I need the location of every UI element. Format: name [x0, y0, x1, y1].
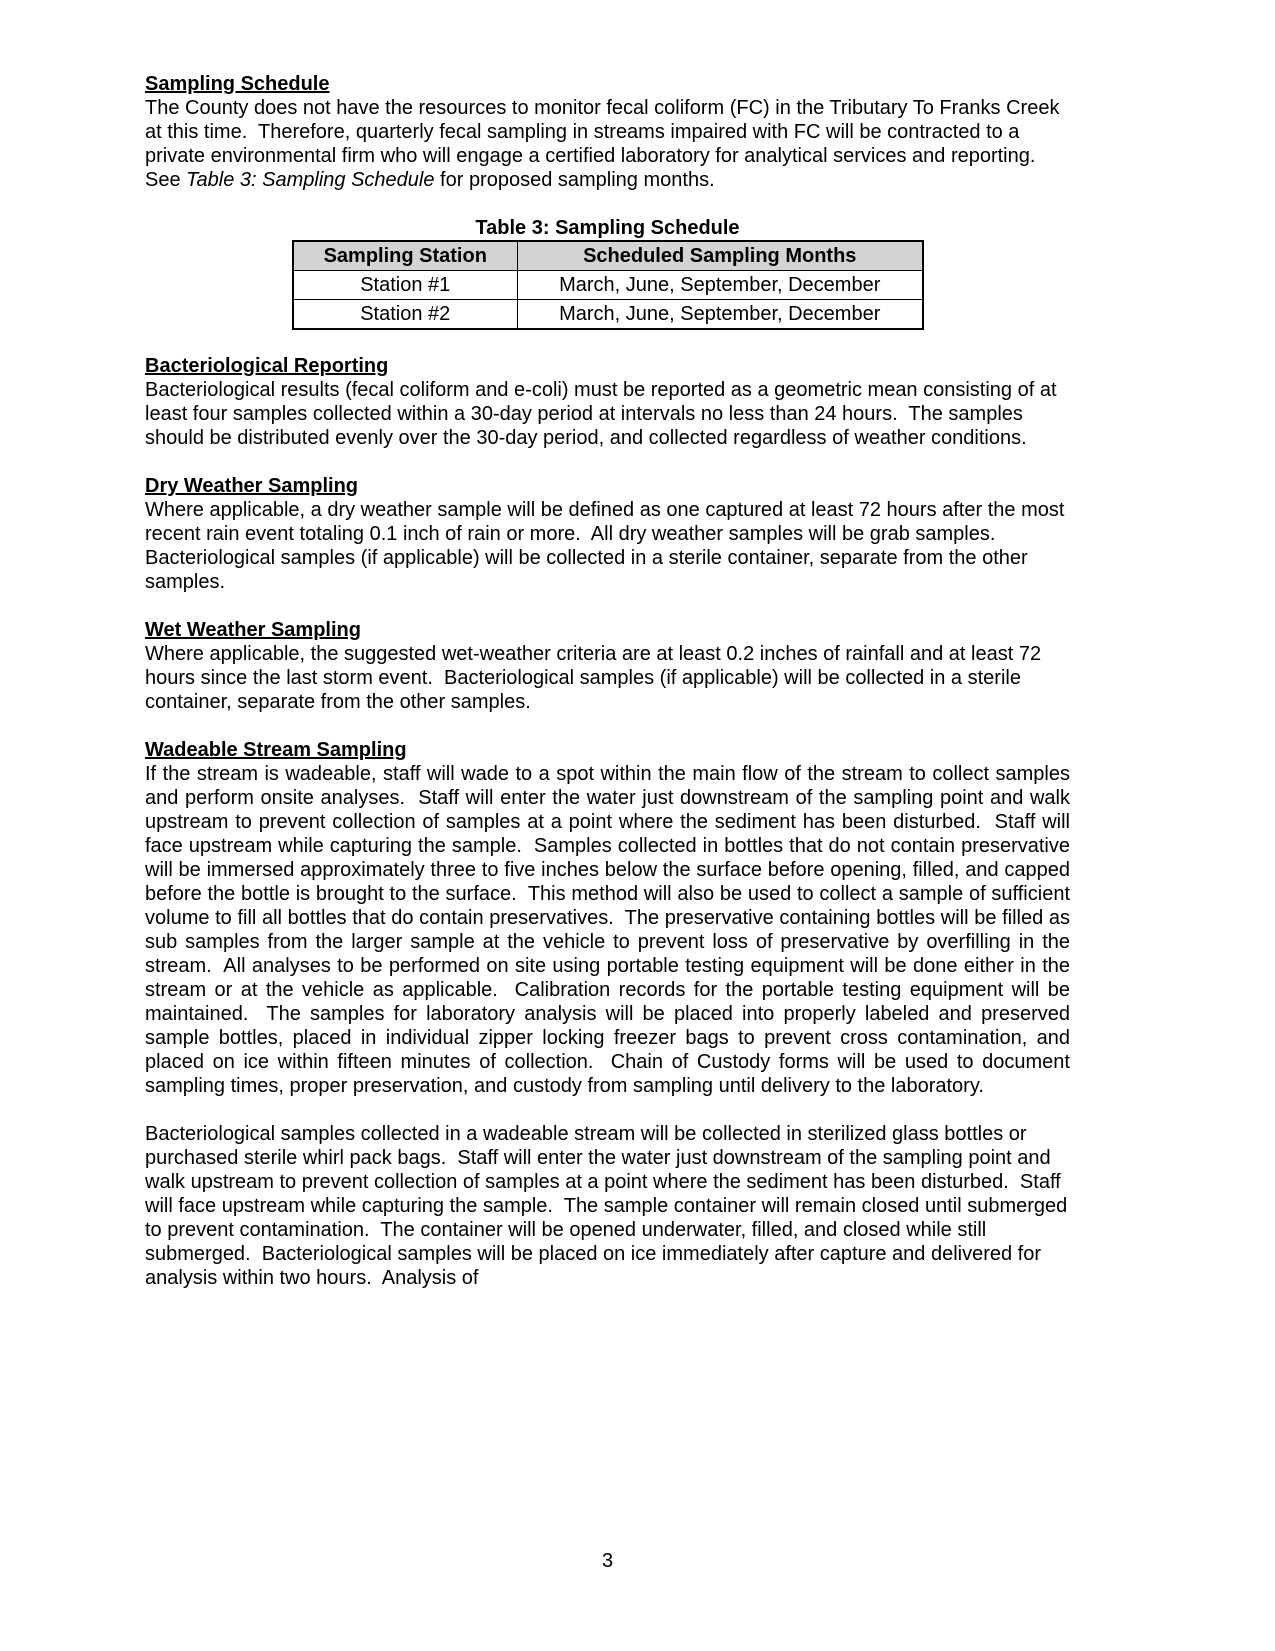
- wadeable-stream-sampling-heading: Wadeable Stream Sampling: [145, 739, 407, 761]
- sampling-schedule-table-block: [145, 216, 1070, 330]
- wet-weather-sampling-paragraph: Where applicable, the suggested wet-weather criteria are at least 0.2 inches of rainfall and at least 72 hours since the last storm event. Bacteriological samples (if applicable) will be collected in a sterile container, separate from the other samples.: [145, 643, 1047, 713]
- table-header-scheduled-months: Scheduled Sampling Months: [518, 241, 923, 271]
- wadeable-stream-sampling-paragraph-1: If the stream is wadeable, staff will wade to a spot within the main flow of the stream to collect samples and perform onsite analyses. Staff will enter the water just downstream of the sampling point and walk upstream to prevent collection of samples at a point where the sediment has been disturbed. Staff will face upstream while capturing the sample. Samples collected in bottles that do not contain preservative will be immersed approximately three to five inches below the surface before opening, filled, and capped before the bottle is brought to the surface. This method will also be used to collect a sample of sufficient volume to fill all bottles that do contain preservatives. The preservative containing bottles will be filled as sub samples from the larger sample at the vehicle to prevent loss of preservative by overfilling in the stream. All analyses to be performed on site using portable testing equipment will be done either in the stream or at the vehicle as applicable. Calibration records for the portable testing equipment will be maintained. The samples for laboratory analysis will be placed into properly labeled and preserved sample bottles, placed in individual zipper locking freezer bags to prevent cross contamination, and placed on ice within fifteen minutes of collection. Chain of Custody forms will be used to document sampling times, proper preservation, and custody from sampling until delivery to the laboratory.: [145, 763, 1076, 1097]
- wet-weather-sampling-heading: Wet Weather Sampling: [145, 619, 361, 641]
- table-cell-months: March, June, September, December: [518, 271, 923, 300]
- page-number: 3: [601, 1550, 614, 1572]
- table-header-row: [293, 241, 923, 271]
- sampling-schedule-heading: Sampling Schedule: [145, 73, 330, 95]
- section-bacteriological-reporting: [145, 354, 1070, 450]
- dry-weather-sampling-paragraph: Where applicable, a dry weather sample will be defined as one captured at least 72 hours after the most recent rain event totaling 0.1 inch of rain or more. All dry weather samples will be grab samples. Bacteriological samples (if applicable) will be collected in a sterile container, separate from the other samples.: [145, 499, 1070, 593]
- section-wadeable-stream-sampling: [145, 738, 1076, 1290]
- table-reference-italic: Table 3: Sampling Schedule: [186, 169, 435, 191]
- table-row: [293, 300, 923, 330]
- table-cell-months: March, June, September, December: [518, 300, 923, 330]
- table-row: [293, 271, 923, 300]
- sampling-schedule-table: [292, 240, 924, 330]
- section-sampling-schedule: [145, 72, 1070, 192]
- section-dry-weather-sampling: [145, 474, 1070, 594]
- paragraph-text: The County does not have the resources to monitor fecal coliform (FC) in the Tributary To Franks Creek at this time. Therefore, quarterly fecal sampling in streams impaired with FC will be contracted to a private environmental firm who will engage a certified laboratory for analytical services and reporting. See: [145, 97, 1066, 191]
- sampling-schedule-paragraph: [145, 96, 1070, 192]
- dry-weather-sampling-heading: Dry Weather Sampling: [145, 475, 359, 497]
- paragraph-gap: [145, 1098, 1070, 1122]
- bacteriological-reporting-paragraph: Bacteriological results (fecal coliform and e-coli) must be reported as a geometric mean consisting of at least four samples collected within a 30-day period at intervals no less than 24 hours. The samples should be distributed evenly over the 30-day period, and collected regardless of weather conditions.: [145, 379, 1063, 449]
- paragraph-text: for proposed sampling months.: [434, 169, 715, 191]
- table-title: Table 3: Sampling Schedule: [475, 217, 740, 239]
- table-cell-station: Station #1: [293, 271, 518, 300]
- table-cell-station: Station #2: [293, 300, 518, 330]
- wadeable-stream-sampling-paragraph-2: Bacteriological samples collected in a wadeable stream will be collected in sterilized glass bottles or purchased sterile whirl pack bags. Staff will enter the water just downstream of the sampling point and walk upstream to prevent collection of samples at a point where the sediment has been disturbed. Staff will face upstream while capturing the sample. The sample container will remain closed until submerged to prevent contamination. The container will be opened underwater, filled, and closed while still submerged. Bacteriological samples will be placed on ice immediately after capture and delivered for analysis within two hours. Analysis of: [145, 1123, 1073, 1289]
- section-wet-weather-sampling: [145, 618, 1070, 714]
- table-header-sampling-station: Sampling Station: [293, 241, 518, 271]
- bacteriological-reporting-heading: Bacteriological Reporting: [145, 355, 389, 377]
